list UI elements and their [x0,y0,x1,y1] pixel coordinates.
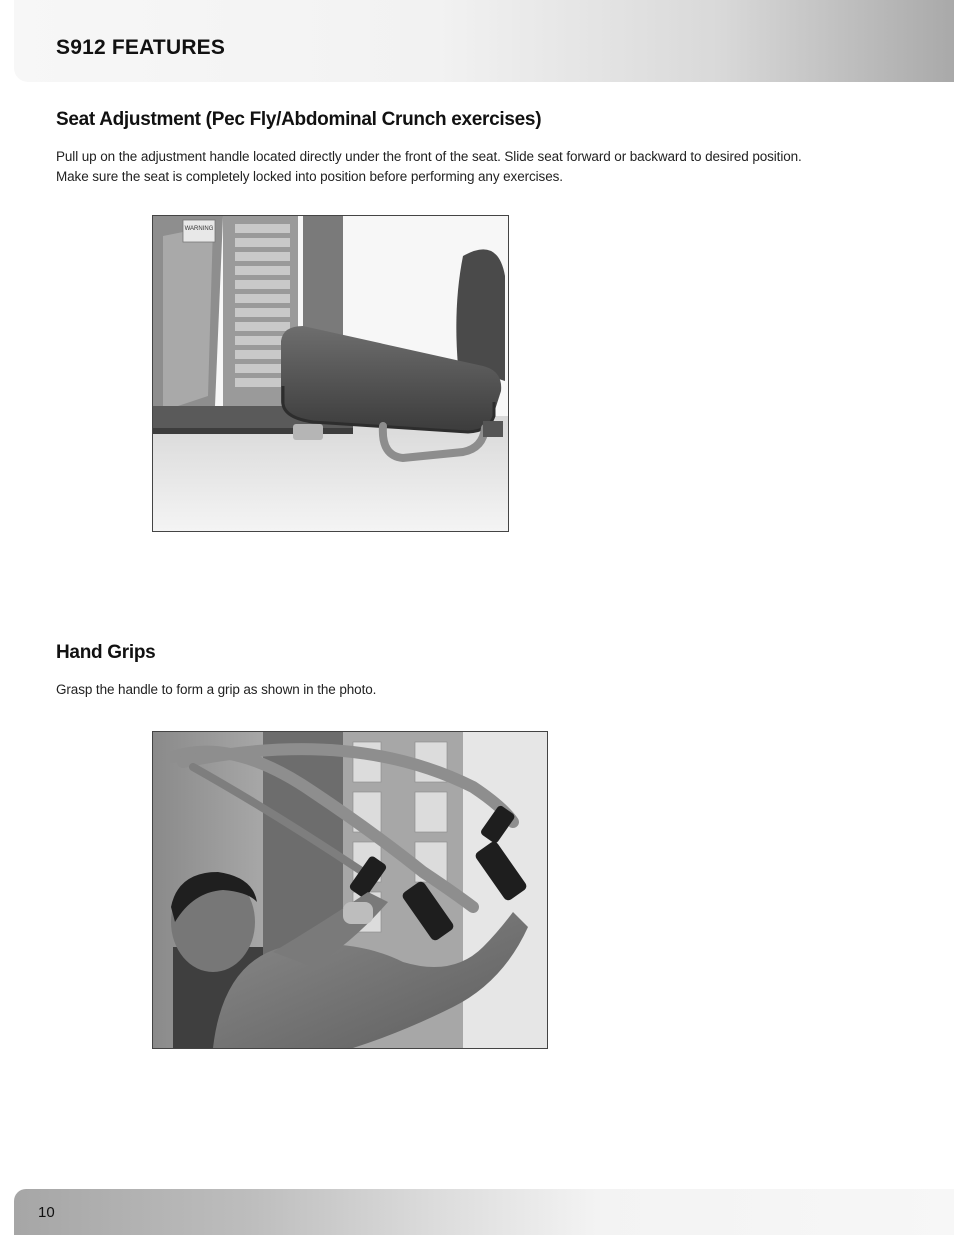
paragraph-line: Grasp the handle to form a grip as shown in the photo. [56,682,377,697]
seat-adjustment-photo [152,215,509,532]
warning-label: WARNING [184,226,214,232]
hand-grips-photo-illustration [153,732,547,1048]
paragraph-line: Make sure the seat is completely locked into position before performing any exercises. [56,169,563,184]
page-number: 10 [38,1204,55,1221]
section-heading-seat-adjustment: Seat Adjustment (Pec Fly/Abdominal Crunch exercises) [56,109,542,130]
seat-adjustment-paragraph [56,147,896,187]
seat-photo-illustration [153,216,508,531]
hand-grips-photo [152,731,548,1049]
hand-grips-paragraph [56,680,896,700]
paragraph-line: Pull up on the adjustment handle located directly under the front of the seat. Slide seat forward or backward to desired position. [56,149,802,164]
footer-band [14,1189,954,1235]
page-title: S912 FEATURES [56,36,226,59]
section-heading-hand-grips: Hand Grips [56,642,156,663]
